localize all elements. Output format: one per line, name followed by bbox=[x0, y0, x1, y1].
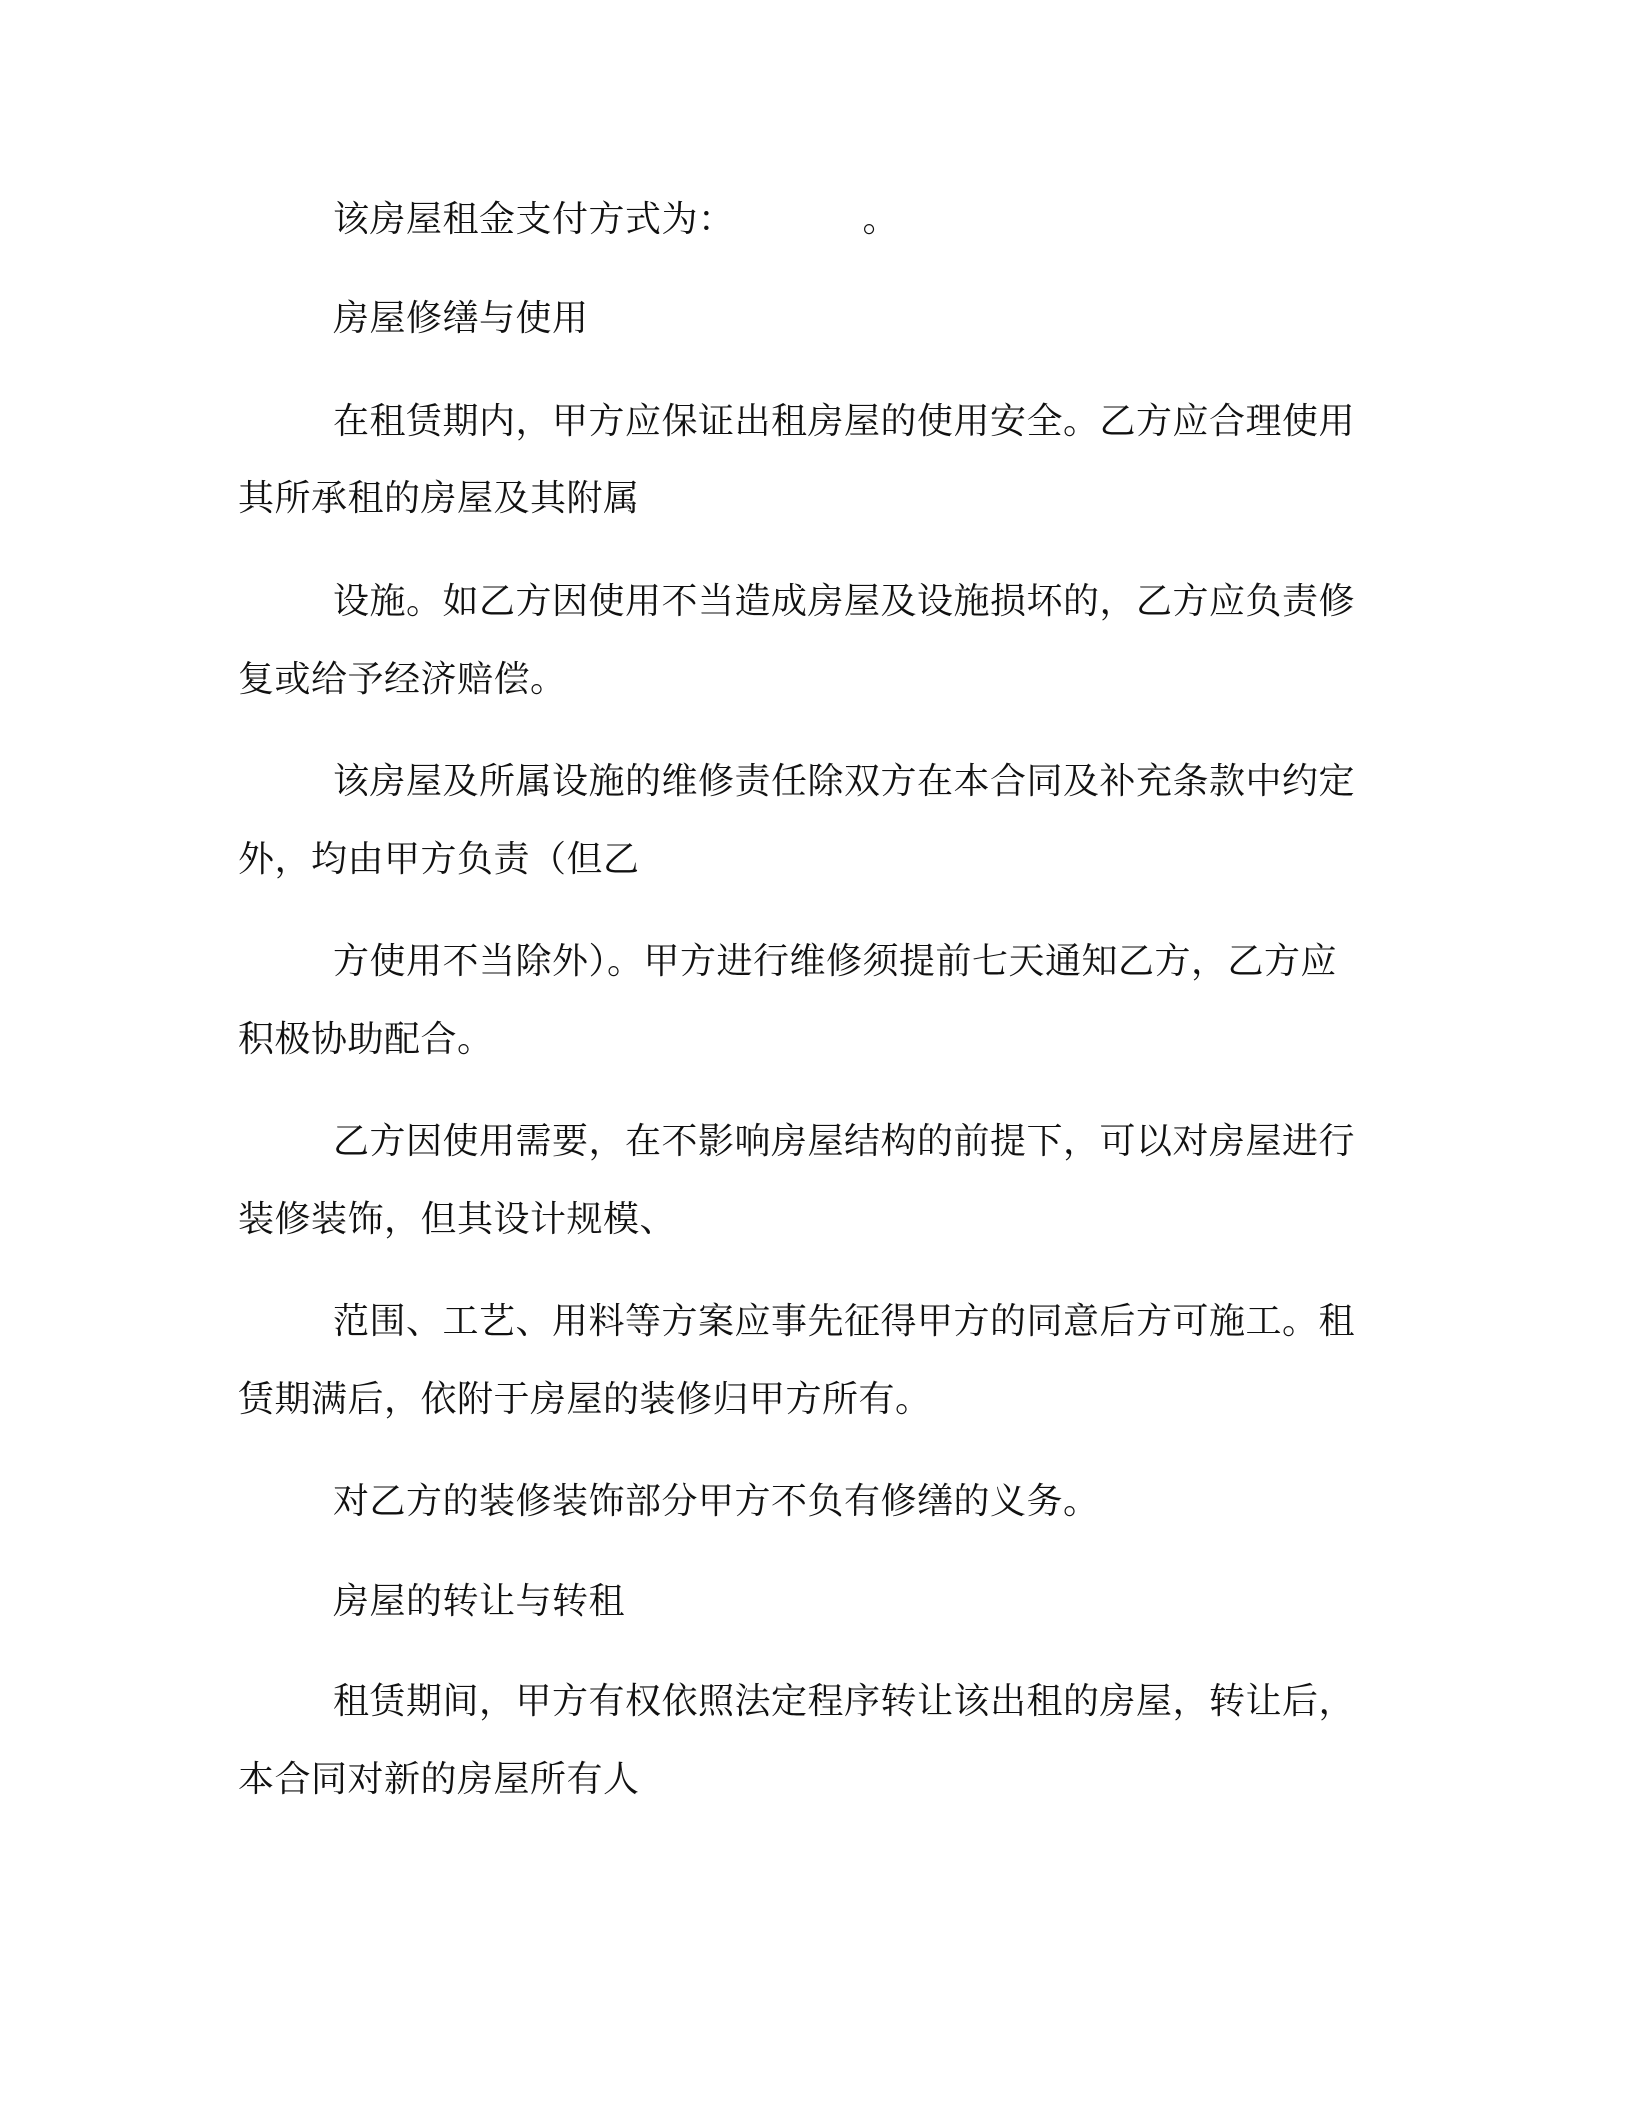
paragraph-line: 方使用不当除外）。甲方进行维修须提前七天通知乙方，乙方应 bbox=[333, 941, 1338, 982]
paragraph-line: 乙方因使用需要，在不影响房屋结构的前提下，可以对房屋进行 bbox=[333, 1121, 1356, 1162]
paragraph-line: 该房屋及所属设施的维修责任除双方在本合同及补充条款中约定 bbox=[333, 761, 1356, 802]
paragraph-line: 赁期满后，依附于房屋的装修归甲方所有。 bbox=[238, 1379, 932, 1420]
section-heading-transfer: 房屋的转让与转租 bbox=[333, 1581, 626, 1622]
rent-payment-period: 。 bbox=[862, 199, 900, 240]
paragraph-line: 设施。如乙方因使用不当造成房屋及设施损坏的，乙方应负责修 bbox=[333, 581, 1356, 622]
section-heading-repair: 房屋修缮与使用 bbox=[333, 298, 589, 339]
paragraph-line: 在租赁期内，甲方应保证出租房屋的使用安全。乙方应合理使用 bbox=[333, 401, 1356, 442]
rent-payment-line bbox=[333, 198, 899, 242]
paragraph-line: 装修装饰，但其设计规模、 bbox=[238, 1199, 677, 1240]
paragraph-line: 本合同对新的房屋所有人 bbox=[238, 1759, 640, 1800]
rent-payment-text: 该房屋租金支付方式为： bbox=[333, 199, 735, 240]
paragraph-line: 范围、工艺、用料等方案应事先征得甲方的同意后方可施工。租 bbox=[333, 1301, 1356, 1342]
paragraph-line: 复或给予经济赔偿。 bbox=[238, 659, 567, 700]
paragraph-line: 对乙方的装修装饰部分甲方不负有修缮的义务。 bbox=[333, 1481, 1100, 1522]
paragraph-line: 租赁期间，甲方有权依照法定程序转让该出租的房屋，转让后， bbox=[333, 1681, 1356, 1722]
paragraph-line: 积极协助配合。 bbox=[238, 1019, 494, 1060]
paragraph-line: 外，均由甲方负责（但乙 bbox=[238, 839, 640, 880]
paragraph-line: 其所承租的房屋及其附属 bbox=[238, 478, 640, 519]
